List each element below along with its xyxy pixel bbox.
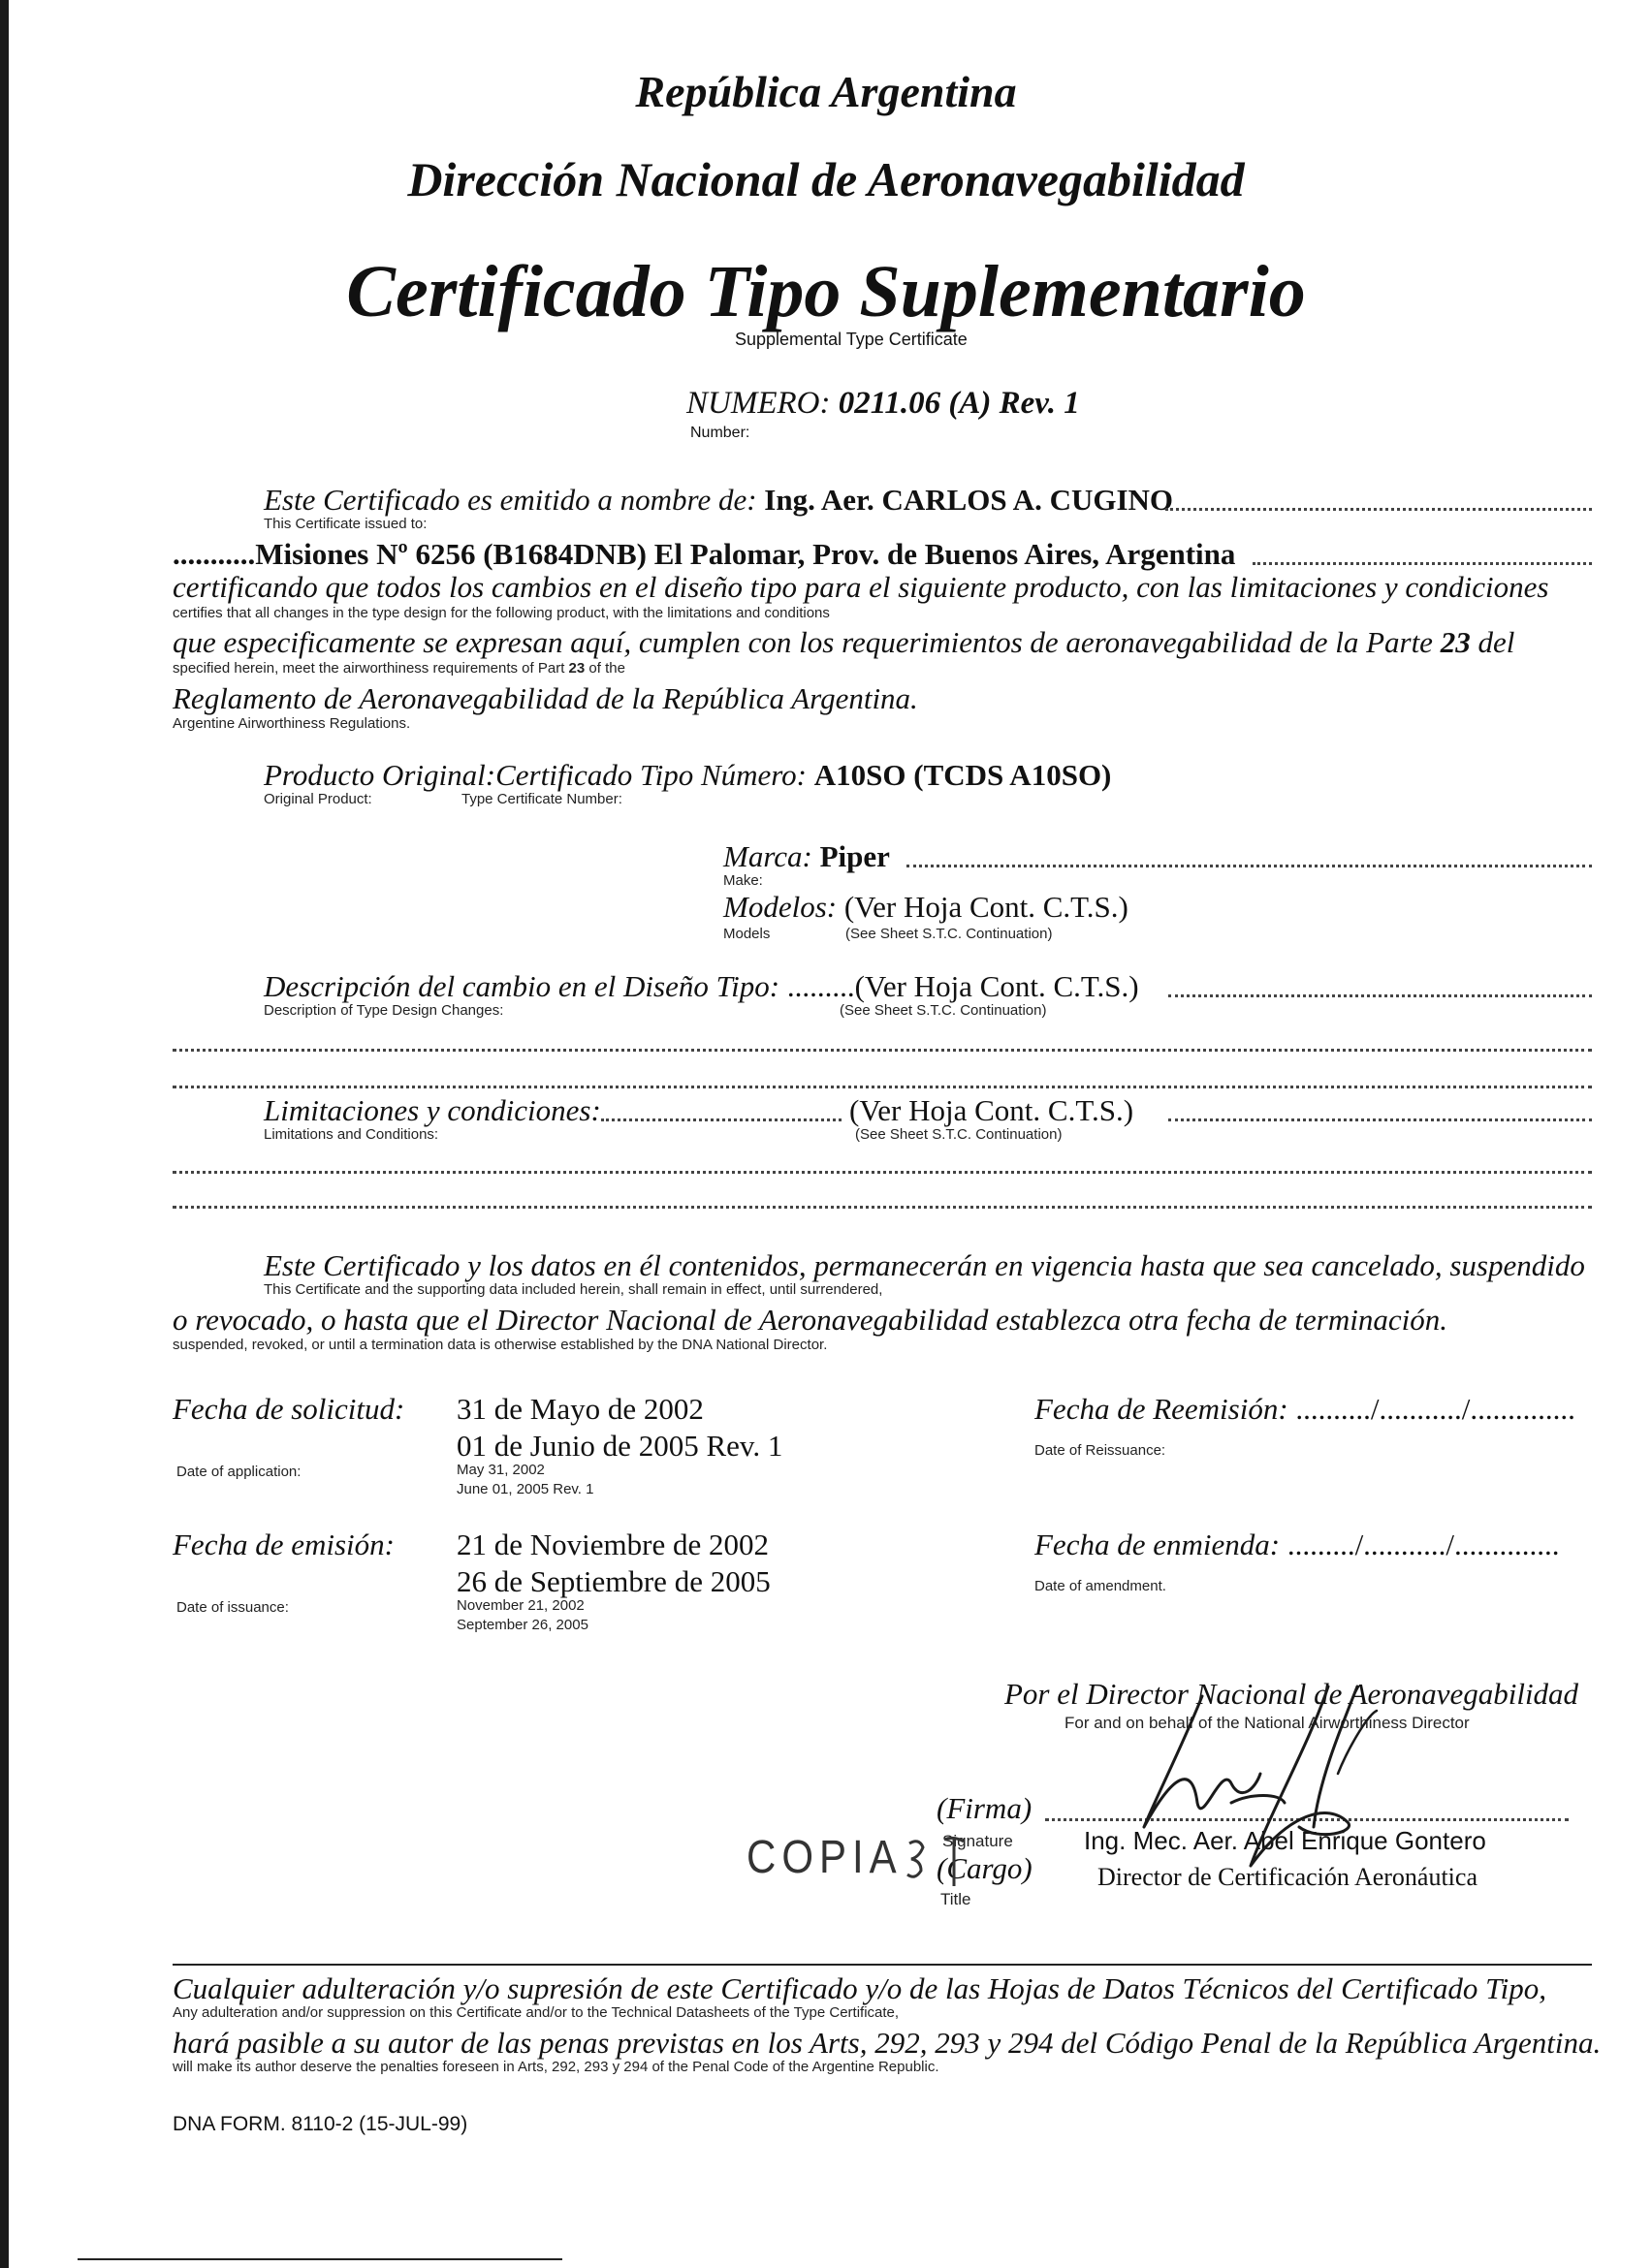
issuance-date-2-en: September 26, 2005	[457, 1617, 588, 1633]
product-value: A10SO (TCDS A10SO)	[813, 758, 1112, 792]
validity-line-1: Este Certificado y los datos en él contenidos, permanecerán en vigencia hasta que sea cancelado, suspendido	[264, 1248, 1585, 1282]
limitations-label-en: Limitations and Conditions:	[264, 1126, 439, 1143]
amendment-label: Fecha de enmienda:	[1034, 1528, 1281, 1561]
product-label-b-en: Type Certificate Number:	[461, 791, 622, 807]
page-edge-bar	[0, 0, 9, 2268]
application-date-2-en: June 01, 2005 Rev. 1	[457, 1481, 594, 1497]
certify-part-number: 23	[1440, 625, 1471, 659]
number-label: NUMERO:	[686, 386, 831, 421]
make-label: Marca:	[723, 839, 812, 873]
application-date-2: 01 de Junio de 2005 Rev. 1	[457, 1429, 783, 1463]
cargo-label-en: Title	[940, 1890, 971, 1908]
limitations-label: Limitaciones y condiciones:	[264, 1093, 601, 1127]
address-fill-dots	[1253, 562, 1592, 565]
stamp-marks	[902, 1834, 979, 1892]
footer-line-2-en: will make its author deserve the penalties foreseen in Arts, 292, 293 y 294 of the Penal Code of the Argentine Republic.	[173, 2059, 939, 2075]
scan-edge-rule	[78, 2258, 562, 2260]
make-line	[723, 839, 890, 874]
issued-label-en: This Certificate issued to:	[264, 516, 428, 532]
amendment-label-en: Date of amendment.	[1034, 1578, 1166, 1594]
footer-line-1-en: Any adulteration and/or suppression on this Certificate and/or to the Technical Datasheets of the Type Certificate,	[173, 2004, 900, 2021]
number-value: 0211.06 (A) Rev. 1	[838, 386, 1080, 421]
description-fill-dots	[1168, 994, 1592, 997]
document-title-en: Supplemental Type Certificate	[735, 330, 968, 349]
description-label: Descripción del cambio en el Diseño Tipo:	[264, 969, 780, 1003]
firma-label: (Firma)	[937, 1791, 1032, 1825]
issued-line	[264, 483, 1173, 518]
make-value: Piper	[819, 839, 890, 873]
amendment-line	[1034, 1528, 1560, 1562]
certify-line-2-text: que especificamente se expresan aquí, cumplen con los requerimientos de aeronavegabilidad de la Parte	[173, 625, 1433, 659]
validity-line-1-en: This Certificate and the supporting data included herein, shall remain in effect, until surrendered,	[264, 1281, 883, 1298]
limitations-value-en: (See Sheet S.T.C. Continuation)	[855, 1126, 1063, 1143]
issued-fill-dots	[1165, 508, 1592, 511]
reissuance-value: ........../.........../..............	[1295, 1392, 1575, 1426]
application-date-1-en: May 31, 2002	[457, 1462, 545, 1478]
republic-heading: República Argentina	[635, 67, 1017, 116]
footer-line-1: Cualquier adulteración y/o supresión de este Certificado y/o de las Hojas de Datos Técnicos del Certificado Tipo,	[173, 1971, 1546, 2005]
signer-title: Director de Certificación Aeronáutica	[1097, 1863, 1477, 1891]
certify-line-2	[173, 625, 1514, 660]
application-date-label-en: Date of application:	[176, 1464, 302, 1480]
product-label-a: Producto Original:	[264, 758, 496, 792]
description-line	[264, 969, 1139, 1004]
certify-line-1: certificando que todos los cambios en el diseño tipo para el siguiente producto, con las limitaciones y condiciones	[173, 570, 1549, 604]
number-label-en: Number:	[690, 425, 750, 441]
product-label-b: Certificado Tipo Número:	[495, 758, 808, 792]
models-value-en: (See Sheet S.T.C. Continuation)	[845, 926, 1053, 942]
certify-line-2-en	[173, 660, 625, 677]
application-date-label: Fecha de solicitud:	[173, 1392, 405, 1426]
make-fill-dots	[906, 865, 1592, 867]
issued-name: Ing. Aer. CARLOS A. CUGINO	[764, 483, 1174, 517]
issuance-date-1: 21 de Noviembre de 2002	[457, 1528, 769, 1561]
certify-part-number-en: 23	[568, 660, 586, 677]
limitations-line	[264, 1093, 601, 1128]
issued-address: Misiones Nº 6256 (B1684DNB) El Palomar, Prov. de Buenos Aires, Argentina	[255, 537, 1236, 571]
product-label-a-en: Original Product:	[264, 791, 372, 807]
description-label-en: Description of Type Design Changes:	[264, 1002, 504, 1019]
signer-name: Ing. Mec. Aer. Abel Enrique Gontero	[1084, 1826, 1486, 1855]
issued-label: Este Certificado es emitido a nombre de:	[264, 483, 757, 517]
limitations-value: (Ver Hoja Cont. C.T.S.)	[849, 1093, 1134, 1127]
limitations-fill-dots	[1168, 1118, 1592, 1121]
form-number: DNA FORM. 8110-2 (15-JUL-99)	[173, 2113, 468, 2135]
application-date-1: 31 de Mayo de 2002	[457, 1392, 704, 1426]
models-line	[723, 890, 1128, 925]
certify-line-1-en: certifies that all changes in the type design for the following product, with the limitations and conditions	[173, 605, 830, 621]
certify-line-2-end: del	[1477, 625, 1515, 659]
models-label-en: Models	[723, 926, 771, 942]
amendment-value: ........./.........../..............	[1287, 1528, 1560, 1561]
footer-line-2: hará pasible a su autor de las penas previstas en los Arts, 292, 293 y 294 del Código Penal de la República Argentina.	[173, 2026, 1602, 2060]
issued-address-line	[173, 537, 1235, 572]
limitations-blank-line-2	[173, 1206, 1592, 1209]
description-value-en: (See Sheet S.T.C. Continuation)	[840, 1002, 1047, 1019]
issuance-date-label: Fecha de emisión:	[173, 1528, 395, 1561]
validity-line-2-en: suspended, revoked, or until a termination data is otherwise established by the DNA National Director.	[173, 1337, 828, 1353]
issuance-date-2: 26 de Septiembre de 2005	[457, 1564, 771, 1598]
certify-line-3-en: Argentine Airworthiness Regulations.	[173, 715, 411, 732]
limitations-blank-line-1	[173, 1171, 1592, 1174]
document-title: Certificado Tipo Suplementario	[346, 251, 1306, 332]
footer-rule	[173, 1964, 1592, 1966]
validity-line-2: o revocado, o hasta que el Director Nacional de Aeronavegabilidad establezca otra fecha de terminación.	[173, 1303, 1447, 1337]
limitations-lead-dots	[601, 1118, 842, 1121]
firma-label-en: Signature	[942, 1832, 1013, 1850]
for-director: Por el Director Nacional de Aeronavegabilidad	[1004, 1677, 1579, 1711]
product-line	[264, 758, 1111, 793]
description-value: (Ver Hoja Cont. C.T.S.)	[854, 969, 1139, 1003]
reissuance-label-en: Date of Reissuance:	[1034, 1442, 1166, 1459]
description-blank-line-1	[173, 1049, 1592, 1052]
description-blank-line-2	[173, 1086, 1592, 1088]
reissuance-line	[1034, 1392, 1575, 1427]
description-lead: .........	[786, 969, 855, 1003]
reissuance-label: Fecha de Reemisión:	[1034, 1392, 1288, 1426]
issuance-date-label-en: Date of issuance:	[176, 1599, 289, 1616]
number-block	[686, 386, 1080, 422]
copy-stamp: COPIA	[747, 1830, 903, 1883]
issuance-date-1-en: November 21, 2002	[457, 1597, 585, 1614]
handwritten-signature	[1086, 1657, 1474, 1880]
issued-address-lead: ...........	[173, 537, 256, 571]
agency-heading: Dirección Nacional de Aeronavegabilidad	[407, 152, 1245, 206]
cargo-label: (Cargo)	[937, 1851, 1032, 1885]
for-director-en: For and on behalf of the National Airworthiness Director	[1064, 1714, 1470, 1732]
certify-line-2-en-text: specified herein, meet the airworthiness requirements of Part	[173, 660, 565, 677]
models-label: Modelos:	[723, 890, 838, 924]
make-label-en: Make:	[723, 872, 763, 889]
models-value: (Ver Hoja Cont. C.T.S.)	[843, 890, 1128, 924]
certify-line-3: Reglamento de Aeronavegabilidad de la República Argentina.	[173, 681, 918, 715]
certify-line-2-en-end: of the	[588, 660, 625, 677]
